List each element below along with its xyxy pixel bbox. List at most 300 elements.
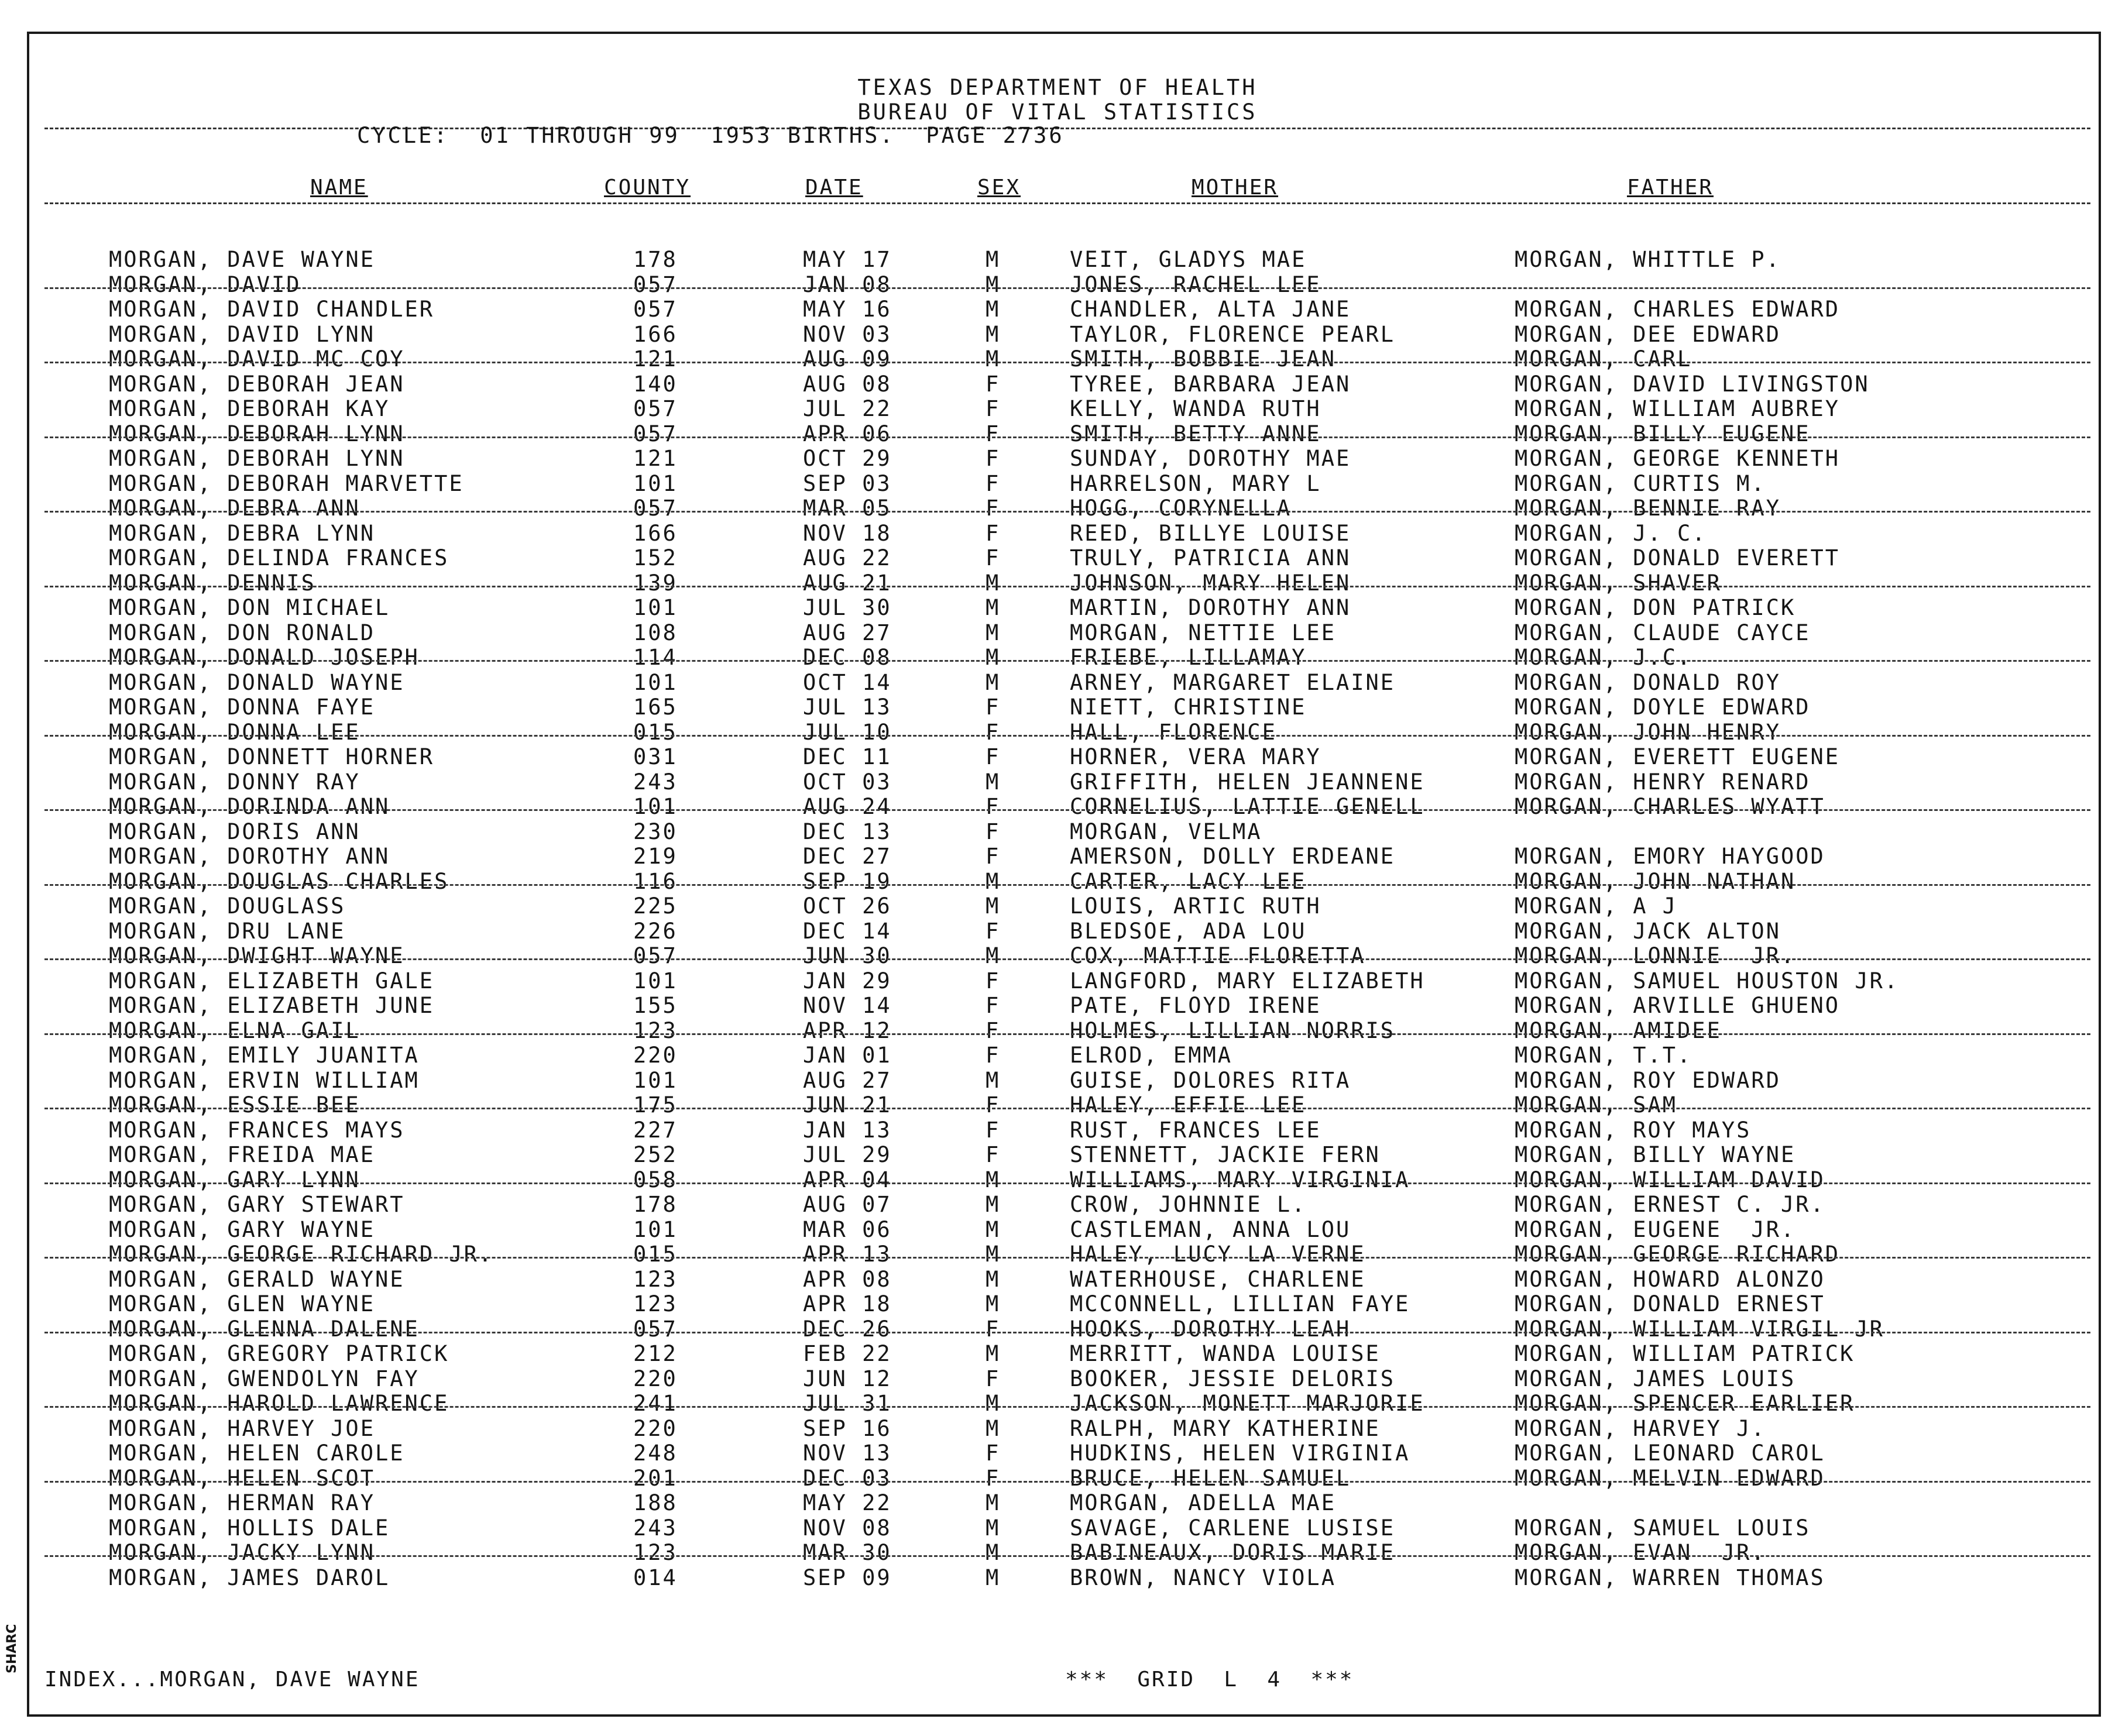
cell-sex: M <box>986 645 1001 670</box>
table-row <box>0 1367 2115 1393</box>
cell-sex: M <box>986 1515 1001 1541</box>
cell-father: MORGAN, WILLIAM DAVID <box>1515 1167 1825 1192</box>
column-header-mother: MOTHER <box>1192 176 1279 200</box>
cell-sex: M <box>986 595 1001 620</box>
table-row <box>0 596 2115 621</box>
cell-name: MORGAN, HARVEY JOE <box>109 1415 375 1441</box>
cell-county: 188 <box>633 1490 678 1515</box>
cell-mother: RALPH, MARY KATHERINE <box>1070 1415 1381 1441</box>
cell-mother: CHANDLER, ALTA JANE <box>1070 297 1351 322</box>
cell-date: DEC 27 <box>803 844 892 869</box>
cell-date: NOV 08 <box>803 1515 892 1541</box>
cell-sex: M <box>986 570 1001 596</box>
table-row <box>0 1019 2115 1044</box>
cell-county: 123 <box>633 1266 678 1292</box>
cell-county: 123 <box>633 1540 678 1565</box>
cell-date: OCT 03 <box>803 769 892 795</box>
cell-sex: F <box>986 918 1001 944</box>
table-row <box>0 1566 2115 1591</box>
cell-date: OCT 14 <box>803 669 892 695</box>
cell-date: APR 18 <box>803 1291 892 1316</box>
column-header-sex: SEX <box>977 176 1021 200</box>
table-row <box>0 1044 2115 1069</box>
table-row <box>0 696 2115 721</box>
cell-sex: M <box>986 1266 1001 1292</box>
cell-name: MORGAN, DEBORAH JEAN <box>109 371 405 397</box>
cell-county: 252 <box>633 1142 678 1167</box>
table-row <box>0 771 2115 796</box>
cell-county: 225 <box>633 893 678 919</box>
cell-date: DEC 26 <box>803 1316 892 1342</box>
column-header-name: NAME <box>310 176 368 200</box>
cell-sex: F <box>986 744 1001 769</box>
cell-mother: VEIT, GLADYS MAE <box>1070 247 1307 272</box>
cell-date: DEC 11 <box>803 744 892 769</box>
table-row <box>0 970 2115 995</box>
cell-mother: SMITH, BOBBIE JEAN <box>1070 346 1336 372</box>
cell-date: FEB 22 <box>803 1341 892 1366</box>
cell-date: OCT 29 <box>803 446 892 471</box>
cell-county: 101 <box>633 595 678 620</box>
cell-mother: LANGFORD, MARY ELIZABETH <box>1070 968 1425 994</box>
cell-sex: M <box>986 1540 1001 1565</box>
table-row <box>0 348 2115 373</box>
cell-date: SEP 16 <box>803 1415 892 1441</box>
column-header-father: FATHER <box>1627 176 1714 200</box>
cell-mother: BOOKER, JESSIE DELORIS <box>1070 1366 1396 1391</box>
cell-date: JAN 13 <box>803 1117 892 1143</box>
table-row <box>0 497 2115 522</box>
department-title: TEXAS DEPARTMENT OF HEALTH <box>857 75 1258 100</box>
cell-name: MORGAN, HELEN SCOT <box>109 1465 375 1491</box>
cell-father: MORGAN, WILLIAM PATRICK <box>1515 1341 1855 1366</box>
cell-sex: M <box>986 1490 1001 1515</box>
cell-date: MAR 30 <box>803 1540 892 1565</box>
cell-name: MORGAN, JACKY LYNN <box>109 1540 375 1565</box>
table-row <box>0 1342 2115 1367</box>
cell-sex: F <box>986 1366 1001 1391</box>
cell-name: MORGAN, DRU LANE <box>109 918 346 944</box>
cell-father: MORGAN, BENNIE RAY <box>1515 496 1781 521</box>
cell-name: MORGAN, FREIDA MAE <box>109 1142 375 1167</box>
cell-name: MORGAN, GARY WAYNE <box>109 1216 375 1242</box>
cell-name: MORGAN, DAVID LYNN <box>109 321 375 347</box>
bureau-title: BUREAU OF VITAL STATISTICS <box>857 99 1258 125</box>
cell-date: SEP 09 <box>803 1565 892 1590</box>
cell-father: MORGAN, MELVIN EDWARD <box>1515 1465 1825 1491</box>
cell-county: 248 <box>633 1441 678 1466</box>
cell-name: MORGAN, ERVIN WILLIAM <box>109 1067 420 1093</box>
cell-date: JUL 22 <box>803 396 892 421</box>
cell-county: 220 <box>633 1043 678 1068</box>
table-row <box>0 1517 2115 1542</box>
cell-name: MORGAN, DOROTHY ANN <box>109 844 390 869</box>
cell-father: MORGAN, EUGENE JR. <box>1515 1216 1796 1242</box>
table-row <box>0 646 2115 671</box>
cell-sex: M <box>986 1565 1001 1590</box>
cell-father: MORGAN, CHARLES WYATT <box>1515 794 1825 819</box>
cell-father: MORGAN, LEONARD CAROL <box>1515 1441 1825 1466</box>
cell-county: 139 <box>633 570 678 596</box>
cell-mother: KELLY, WANDA RUTH <box>1070 396 1321 421</box>
cell-sex: F <box>986 1043 1001 1068</box>
cell-date: MAY 22 <box>803 1490 892 1515</box>
cell-sex: M <box>986 247 1001 272</box>
cell-county: 057 <box>633 1316 678 1342</box>
cell-county: 212 <box>633 1341 678 1366</box>
cell-name: MORGAN, DWIGHT WAYNE <box>109 943 405 968</box>
cell-county: 101 <box>633 1067 678 1093</box>
cell-mother: GRIFFITH, HELEN JEANNENE <box>1070 769 1425 795</box>
cell-date: NOV 03 <box>803 321 892 347</box>
cell-date: DEC 03 <box>803 1465 892 1491</box>
cell-sex: F <box>986 719 1001 745</box>
cell-date: JUN 12 <box>803 1366 892 1391</box>
cell-county: 219 <box>633 844 678 869</box>
cell-father: MORGAN, ROY MAYS <box>1515 1117 1752 1143</box>
cell-date: NOV 13 <box>803 1441 892 1466</box>
cell-name: MORGAN, GWENDOLYN FAY <box>109 1366 420 1391</box>
cell-mother: BROWN, NANCY VIOLA <box>1070 1565 1336 1590</box>
cell-father: MORGAN, DAVID LIVINGSTON <box>1515 371 1870 397</box>
cell-sex: M <box>986 669 1001 695</box>
cell-sex: F <box>986 1465 1001 1491</box>
cell-mother: JOHNSON, MARY HELEN <box>1070 570 1351 596</box>
cell-sex: M <box>986 1415 1001 1441</box>
cell-date: JUL 31 <box>803 1391 892 1416</box>
table-row <box>0 1069 2115 1094</box>
cell-name: MORGAN, GERALD WAYNE <box>109 1266 405 1292</box>
cell-county: 175 <box>633 1092 678 1118</box>
cell-father: MORGAN, ROY EDWARD <box>1515 1067 1781 1093</box>
cell-date: NOV 18 <box>803 520 892 546</box>
cell-sex: F <box>986 520 1001 546</box>
cell-mother: CORNELIUS, LATTIE GENELL <box>1070 794 1425 819</box>
cell-date: DEC 13 <box>803 819 892 844</box>
cell-sex: M <box>986 1391 1001 1416</box>
cell-father: MORGAN, HARVEY J. <box>1515 1415 1766 1441</box>
cell-sex: F <box>986 1441 1001 1466</box>
table-row <box>0 820 2115 845</box>
cell-name: MORGAN, GLEN WAYNE <box>109 1291 375 1316</box>
cell-father: MORGAN, CARL <box>1515 346 1692 372</box>
table-row <box>0 1094 2115 1119</box>
cell-county: 116 <box>633 868 678 894</box>
cell-father: MORGAN, HENRY RENARD <box>1515 769 1811 795</box>
table-row <box>0 994 2115 1019</box>
cell-county: 101 <box>633 968 678 994</box>
cell-sex: F <box>986 396 1001 421</box>
column-header-divider <box>44 202 2090 204</box>
cycle-line: CYCLE: 01 THROUGH 99 1953 BIRTHS. PAGE 2736 <box>357 123 1065 148</box>
cell-name: MORGAN, DOUGLAS CHARLES <box>109 868 449 894</box>
cell-name: MORGAN, HOLLIS DALE <box>109 1515 390 1541</box>
cell-father: MORGAN, WILLIAM VIRGIL JR <box>1515 1316 1884 1342</box>
cell-mother: TYREE, BARBARA JEAN <box>1070 371 1351 397</box>
cell-name: MORGAN, DEBRA ANN <box>109 496 360 521</box>
cell-county: 101 <box>633 669 678 695</box>
cell-mother: AMERSON, DOLLY ERDEANE <box>1070 844 1396 869</box>
cell-father: MORGAN, SHAVER <box>1515 570 1722 596</box>
table-row <box>0 1392 2115 1417</box>
cell-father: MORGAN, JAMES LOUIS <box>1515 1366 1796 1391</box>
cell-father: MORGAN, DEE EDWARD <box>1515 321 1781 347</box>
cell-name: MORGAN, DON MICHAEL <box>109 595 390 620</box>
cell-mother: SUNDAY, DOROTHY MAE <box>1070 446 1351 471</box>
cell-county: 241 <box>633 1391 678 1416</box>
cell-date: APR 12 <box>803 1017 892 1043</box>
cell-date: JUL 29 <box>803 1142 892 1167</box>
cell-county: 165 <box>633 695 678 720</box>
cell-mother: JONES, RACHEL LEE <box>1070 271 1321 297</box>
cell-name: MORGAN, DONNETT HORNER <box>109 744 435 769</box>
cell-father: MORGAN, CLAUDE CAYCE <box>1515 620 1811 645</box>
cell-father: MORGAN, J.C. <box>1515 645 1692 670</box>
cell-date: AUG 27 <box>803 620 892 645</box>
table-row <box>0 1417 2115 1442</box>
cell-father: MORGAN, JOHN HENRY <box>1515 719 1781 745</box>
table-row <box>0 522 2115 547</box>
cell-county: 015 <box>633 719 678 745</box>
cell-father: MORGAN, WILLIAM AUBREY <box>1515 396 1841 421</box>
cell-sex: F <box>986 794 1001 819</box>
cell-county: 101 <box>633 1216 678 1242</box>
cell-father: MORGAN, AMIDEE <box>1515 1017 1722 1043</box>
cell-date: DEC 14 <box>803 918 892 944</box>
cell-name: MORGAN, DAVE WAYNE <box>109 247 375 272</box>
cell-mother: HOOKS, DOROTHY LEAH <box>1070 1316 1351 1342</box>
cell-name: MORGAN, GARY STEWART <box>109 1192 405 1217</box>
cell-father: MORGAN, EMORY HAYGOOD <box>1515 844 1825 869</box>
cell-name: MORGAN, DON RONALD <box>109 620 375 645</box>
cell-mother: MORGAN, ADELLA MAE <box>1070 1490 1336 1515</box>
cell-name: MORGAN, DONALD JOSEPH <box>109 645 420 670</box>
cell-county: 123 <box>633 1017 678 1043</box>
cell-sex: M <box>986 321 1001 347</box>
cell-sex: F <box>986 844 1001 869</box>
cell-sex: F <box>986 695 1001 720</box>
table-row <box>0 1541 2115 1566</box>
cell-county: 057 <box>633 271 678 297</box>
cell-name: MORGAN, DONNA LEE <box>109 719 360 745</box>
cell-name: MORGAN, DORIS ANN <box>109 819 360 844</box>
header-divider <box>44 128 2090 129</box>
cell-county: 226 <box>633 918 678 944</box>
cell-mother: HALEY, EFFIE LEE <box>1070 1092 1307 1118</box>
table-row <box>0 1243 2115 1268</box>
cell-sex: M <box>986 1242 1001 1267</box>
cell-sex: M <box>986 1167 1001 1192</box>
cell-sex: F <box>986 470 1001 496</box>
cell-name: MORGAN, DEBORAH KAY <box>109 396 390 421</box>
birth-records-list <box>0 248 2115 1591</box>
cell-name: MORGAN, GARY LYNN <box>109 1167 360 1192</box>
cell-name: MORGAN, DORINDA ANN <box>109 794 390 819</box>
cell-date: AUG 09 <box>803 346 892 372</box>
cell-mother: HOGG, CORYNELLA <box>1070 496 1292 521</box>
cell-county: 031 <box>633 744 678 769</box>
table-row <box>0 447 2115 472</box>
cell-sex: M <box>986 769 1001 795</box>
table-row <box>0 1218 2115 1243</box>
cell-sex: F <box>986 545 1001 570</box>
cell-county: 220 <box>633 1415 678 1441</box>
index-label: INDEX...MORGAN, DAVE WAYNE <box>44 1668 420 1692</box>
cell-father: MORGAN, JOHN NATHAN <box>1515 868 1796 894</box>
cell-mother: ARNEY, MARGARET ELAINE <box>1070 669 1396 695</box>
cell-mother: BLEDSOE, ADA LOU <box>1070 918 1307 944</box>
cell-county: 140 <box>633 371 678 397</box>
cell-date: MAY 17 <box>803 247 892 272</box>
cell-mother: LOUIS, ARTIC RUTH <box>1070 893 1321 919</box>
cell-name: MORGAN, GEORGE RICHARD JR. <box>109 1242 494 1267</box>
cell-date: AUG 22 <box>803 545 892 570</box>
cell-mother: WILLIAMS, MARY VIRGINIA <box>1070 1167 1410 1192</box>
cell-date: JUL 10 <box>803 719 892 745</box>
cell-father: MORGAN, DONALD ERNEST <box>1515 1291 1825 1316</box>
cell-father: MORGAN, DONALD EVERETT <box>1515 545 1841 570</box>
table-row <box>0 572 2115 597</box>
cell-county: 178 <box>633 1192 678 1217</box>
table-row <box>0 721 2115 746</box>
cell-mother: HARRELSON, MARY L <box>1070 470 1321 496</box>
cell-name: MORGAN, JAMES DAROL <box>109 1565 390 1590</box>
table-row <box>0 870 2115 895</box>
cell-date: AUG 27 <box>803 1067 892 1093</box>
table-row <box>0 745 2115 771</box>
cell-date: SEP 19 <box>803 868 892 894</box>
table-row <box>0 795 2115 820</box>
table-row <box>0 323 2115 348</box>
cell-county: 057 <box>633 496 678 521</box>
cell-father: MORGAN, SAMUEL LOUIS <box>1515 1515 1811 1541</box>
cell-name: MORGAN, FRANCES MAYS <box>109 1117 405 1143</box>
cell-sex: M <box>986 893 1001 919</box>
cell-mother: REED, BILLYE LOUISE <box>1070 520 1351 546</box>
cell-date: AUG 08 <box>803 371 892 397</box>
cell-county: 243 <box>633 1515 678 1541</box>
cell-date: JUL 30 <box>803 595 892 620</box>
table-row <box>0 944 2115 970</box>
cell-sex: M <box>986 1067 1001 1093</box>
column-header-date: DATE <box>805 176 863 200</box>
cell-sex: M <box>986 297 1001 322</box>
cell-sex: M <box>986 868 1001 894</box>
table-row <box>0 920 2115 945</box>
cell-father: MORGAN, ARVILLE GHUENO <box>1515 993 1841 1018</box>
cell-name: MORGAN, DELINDA FRANCES <box>109 545 449 570</box>
cell-mother: HALL, FLORENCE <box>1070 719 1277 745</box>
cell-date: APR 13 <box>803 1242 892 1267</box>
cell-father: MORGAN, DONALD ROY <box>1515 669 1781 695</box>
cell-county: 201 <box>633 1465 678 1491</box>
cell-father: MORGAN, DOYLE EDWARD <box>1515 695 1811 720</box>
cell-name: MORGAN, HELEN CAROLE <box>109 1441 405 1466</box>
cell-sex: F <box>986 968 1001 994</box>
cell-sex: F <box>986 1142 1001 1167</box>
cell-county: 178 <box>633 247 678 272</box>
cell-father: MORGAN, BILLY EUGENE <box>1515 421 1811 446</box>
cell-sex: M <box>986 271 1001 297</box>
cell-mother: SMITH, BETTY ANNE <box>1070 421 1321 446</box>
table-row <box>0 845 2115 870</box>
cell-sex: M <box>986 1291 1001 1316</box>
cell-name: MORGAN, DENNIS <box>109 570 316 596</box>
cell-mother: MARTIN, DOROTHY ANN <box>1070 595 1351 620</box>
cell-date: APR 06 <box>803 421 892 446</box>
cell-date: JUN 21 <box>803 1092 892 1118</box>
cell-sex: F <box>986 371 1001 397</box>
cell-sex: F <box>986 496 1001 521</box>
cell-date: JUN 30 <box>803 943 892 968</box>
cell-father: MORGAN, ERNEST C. JR. <box>1515 1192 1825 1217</box>
table-row <box>0 671 2115 696</box>
cell-mother: MCCONNELL, LILLIAN FAYE <box>1070 1291 1410 1316</box>
cell-name: MORGAN, DONNY RAY <box>109 769 360 795</box>
cell-name: MORGAN, ELIZABETH JUNE <box>109 993 435 1018</box>
table-row <box>0 1268 2115 1293</box>
table-row <box>0 273 2115 298</box>
cell-father: MORGAN, JACK ALTON <box>1515 918 1781 944</box>
cell-date: MAR 06 <box>803 1216 892 1242</box>
cell-date: NOV 14 <box>803 993 892 1018</box>
cell-name: MORGAN, DAVID MC COY <box>109 346 405 372</box>
cell-sex: F <box>986 1092 1001 1118</box>
cell-sex: F <box>986 1117 1001 1143</box>
cell-mother: CROW, JOHNNIE L. <box>1070 1192 1307 1217</box>
cell-mother: FRIEBE, LILLAMAY <box>1070 645 1307 670</box>
side-mark: SHARC <box>5 1624 19 1673</box>
cell-county: 058 <box>633 1167 678 1192</box>
cell-father: MORGAN, SAMUEL HOUSTON JR. <box>1515 968 1900 994</box>
cell-sex: M <box>986 620 1001 645</box>
cell-mother: PATE, FLOYD IRENE <box>1070 993 1321 1018</box>
cell-date: AUG 24 <box>803 794 892 819</box>
cell-county: 220 <box>633 1366 678 1391</box>
cell-county: 243 <box>633 769 678 795</box>
cell-county: 230 <box>633 819 678 844</box>
cell-county: 101 <box>633 794 678 819</box>
cell-county: 155 <box>633 993 678 1018</box>
column-header-county: COUNTY <box>604 176 691 200</box>
table-row <box>0 1292 2115 1318</box>
table-row <box>0 621 2115 647</box>
cell-name: MORGAN, ELIZABETH GALE <box>109 968 435 994</box>
cell-date: DEC 08 <box>803 645 892 670</box>
cell-father: MORGAN, WARREN THOMAS <box>1515 1565 1825 1590</box>
cell-father: MORGAN, A J <box>1515 893 1678 919</box>
cell-county: 057 <box>633 421 678 446</box>
cell-father: MORGAN, CURTIS M. <box>1515 470 1766 496</box>
cell-name: MORGAN, DEBORAH LYNN <box>109 446 405 471</box>
cell-mother: BRUCE, HELEN SAMUEL <box>1070 1465 1351 1491</box>
cell-sex: M <box>986 1216 1001 1242</box>
cell-father: MORGAN, CHARLES EDWARD <box>1515 297 1841 322</box>
cell-father: MORGAN, SAM <box>1515 1092 1678 1118</box>
table-row <box>0 397 2115 422</box>
cell-county: 166 <box>633 321 678 347</box>
cell-name: MORGAN, DEBORAH MARVETTE <box>109 470 464 496</box>
cell-name: MORGAN, DONNA FAYE <box>109 695 375 720</box>
cell-sex: F <box>986 1316 1001 1342</box>
cell-father: MORGAN, T.T. <box>1515 1043 1692 1068</box>
cell-date: OCT 26 <box>803 893 892 919</box>
cell-county: 057 <box>633 297 678 322</box>
cell-sex: F <box>986 819 1001 844</box>
cell-name: MORGAN, DONALD WAYNE <box>109 669 405 695</box>
cell-county: 166 <box>633 520 678 546</box>
cell-mother: SAVAGE, CARLENE LUSISE <box>1070 1515 1396 1541</box>
